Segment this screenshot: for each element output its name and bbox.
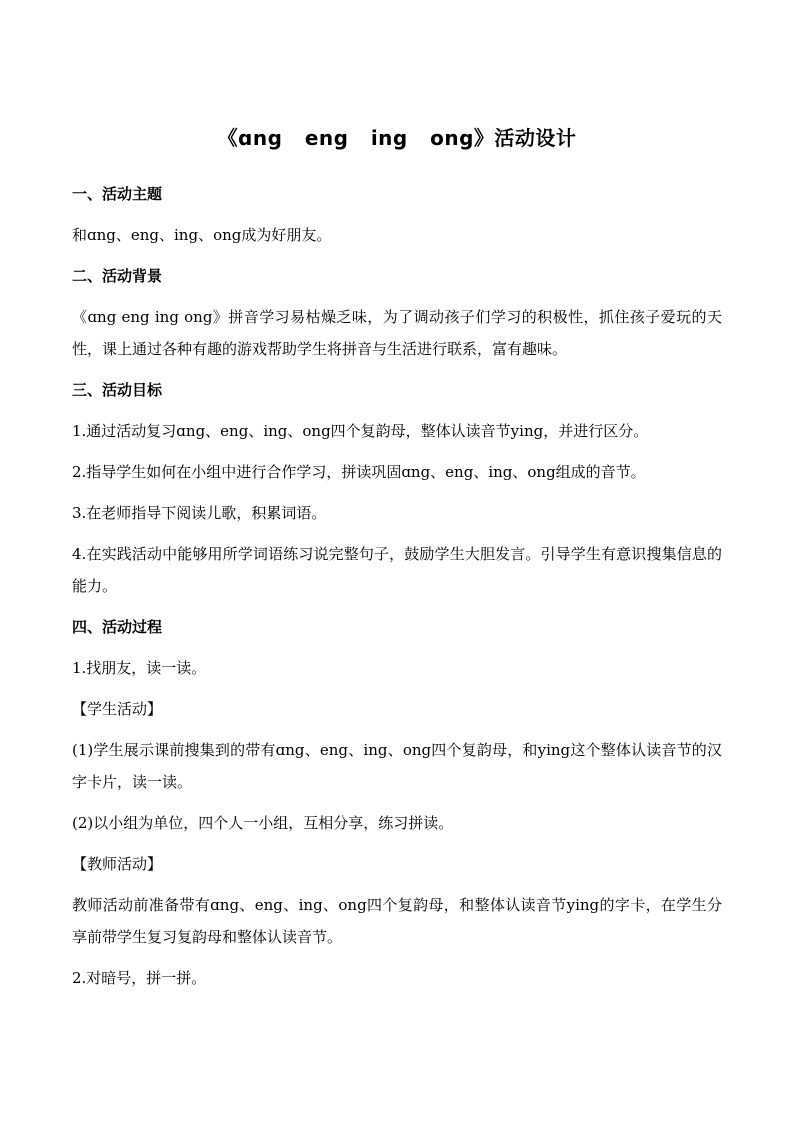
paragraph: 4.在实践活动中能够用所学词语练习说完整句子，鼓励学生大胆发言。引导学生有意识搜集信息的能力。 — [72, 545, 722, 595]
paragraph: 和ɑng、eng、ing、ong成为好朋友。 — [72, 226, 332, 244]
teacher-activity-label: 【教师活动】 — [72, 855, 163, 873]
section-heading-background: 二、活动背景 — [72, 267, 163, 285]
paragraph: 3.在老师指导下阅读儿歌，积累词语。 — [72, 504, 327, 522]
paragraph: 教师活动前准备带有ɑng、eng、ing、ong四个复韵母，和整体认读音节ying的字卡，在学生分享前带学生复习复韵母和整体认读音节。 — [72, 896, 722, 946]
paragraph: (2)以小组为单位，四个人一小组，互相分享，练习拼读。 — [72, 814, 454, 832]
paragraph: 2.指导学生如何在小组中进行合作学习，拼读巩固ɑng、eng、ing、ong组成的音节。 — [72, 463, 646, 481]
section-heading-theme: 一、活动主题 — [72, 185, 163, 203]
section-heading-process: 四、活动过程 — [72, 618, 163, 636]
document-title: 《ɑng eng ing ong》活动设计 — [217, 126, 577, 150]
paragraph: (1)学生展示课前搜集到的带有ɑng、eng、ing、ong四个复韵母，和ying这个整体认读音节的汉字卡片，读一读。 — [72, 741, 722, 791]
paragraph: 《ɑng eng ing ong》拼音学习易枯燥乏味，为了调动孩子们学习的积极性，抓住孩子爱玩的天性，课上通过各种有趣的游戏帮助学生将拼音与生活进行联系，富有趣味。 — [72, 308, 722, 358]
paragraph: 2.对暗号，拼一拼。 — [72, 969, 207, 987]
student-activity-label: 【学生活动】 — [72, 700, 163, 718]
paragraph: 1.通过活动复习ɑng、eng、ing、ong四个复韵母，整体认读音节ying，并进行区分。 — [72, 422, 649, 440]
paragraph: 1.找朋友，读一读。 — [72, 659, 207, 677]
section-heading-goals: 三、活动目标 — [72, 381, 163, 399]
